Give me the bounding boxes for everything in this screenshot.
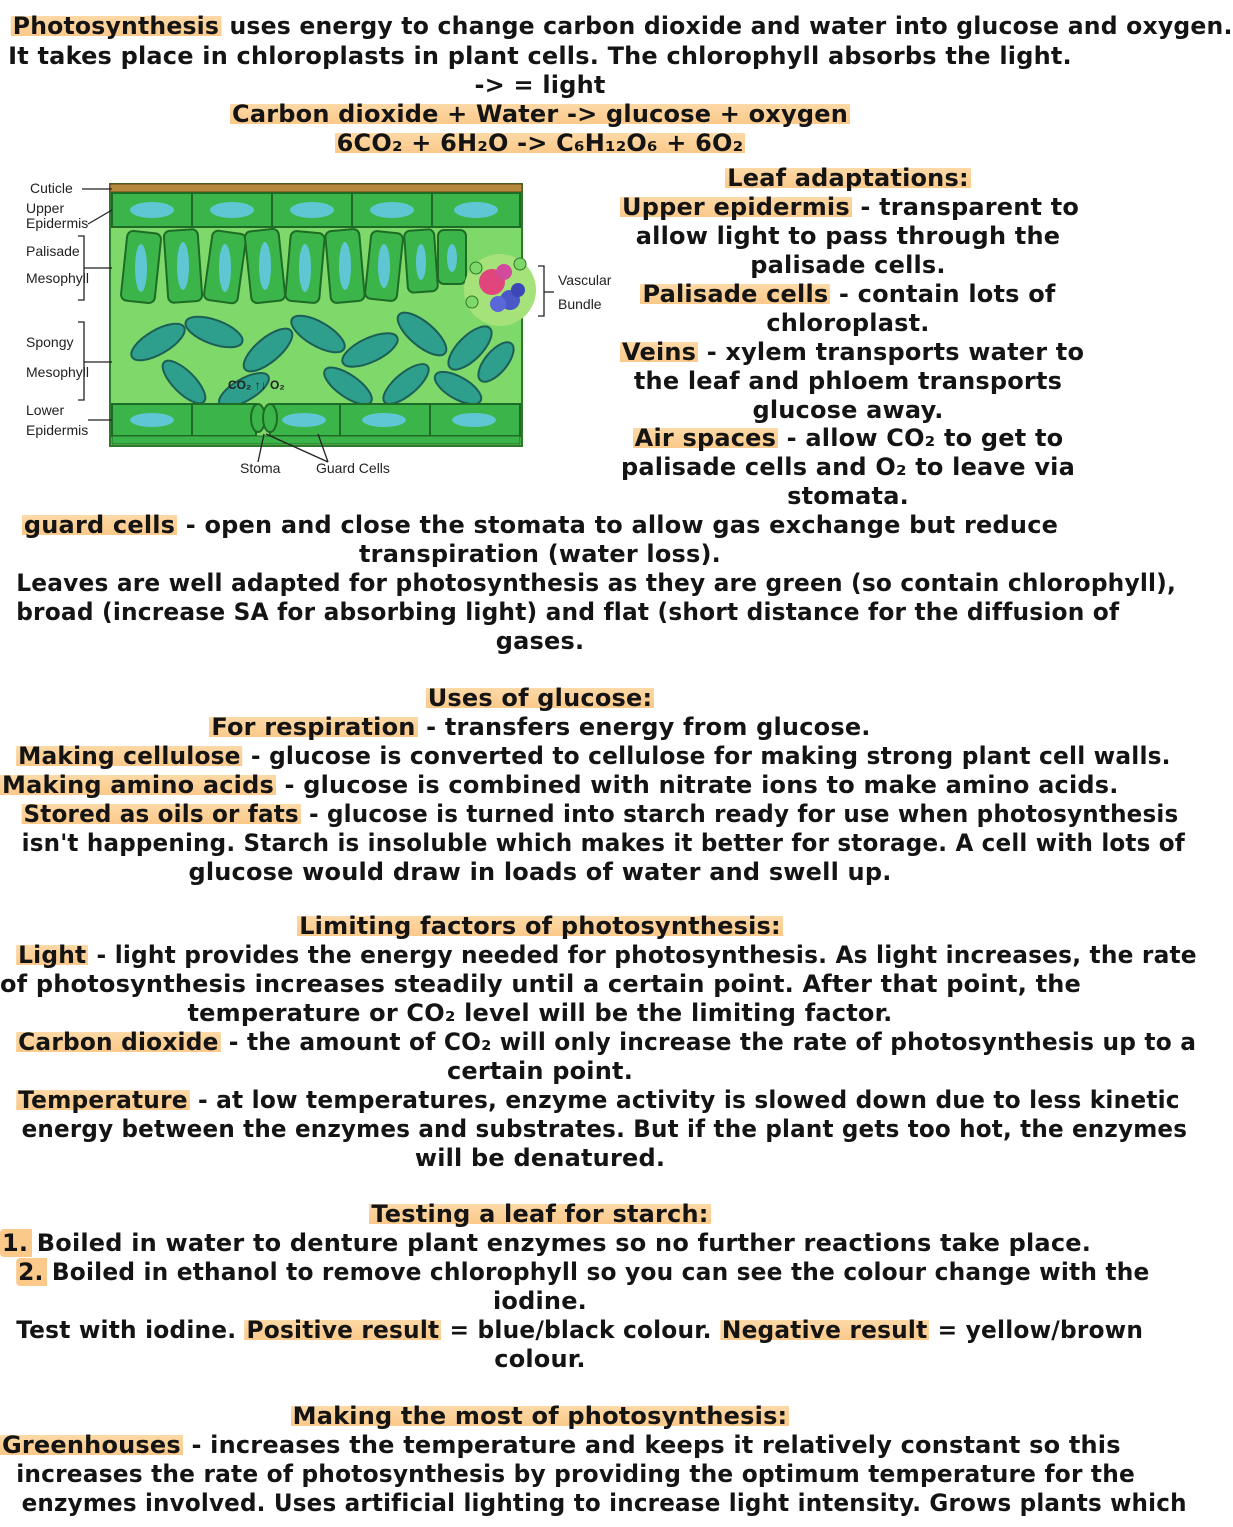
intro-line-2: It takes place in chloroplasts in plant cells. The chlorophyll absorbs the light. <box>8 42 1072 70</box>
vascular-bundle <box>464 254 536 326</box>
intro-line-1: Photosynthesis uses energy to change carbon dioxide and water into glucose and oxygen. <box>12 12 1233 40</box>
stored-line-1: Stored as oils or fats - glucose is turned into starch ready for use when photosynthesis <box>23 800 1179 828</box>
air-spaces-line-1: Air spaces - allow CO₂ to get to <box>634 424 1064 452</box>
guard-cells-line-1: guard cells - open and close the stomata to allow gas exchange but reduce <box>23 511 1059 539</box>
spongy-label-1: Spongy <box>26 334 74 350</box>
upper-epidermis-label-2: Epidermis <box>26 215 89 231</box>
lower-epidermis-label-1: Lower <box>26 402 65 418</box>
upper-epidermis-cells <box>112 193 520 227</box>
most-heading: Making the most of photosynthesis: <box>292 1402 788 1430</box>
upper-epidermis-line-3: palisade cells. <box>750 251 946 279</box>
starch-step-2: 2. Boiled in ethanol to remove chlorophyll so you can see the colour change with the <box>18 1258 1150 1286</box>
greenhouses-line-1: Greenhouses - increases the temperature and keeps it relatively constant so this <box>2 1431 1121 1459</box>
word-equation: Carbon dioxide + Water -> glucose + oxygen <box>232 100 848 128</box>
air-spaces-line-3: stomata. <box>787 482 909 510</box>
gas-exchange-label: CO₂ ↑↓ O₂ <box>228 378 285 392</box>
co2-line-1: Carbon dioxide - the amount of CO₂ will only increase the rate of photosynthesis up to a <box>18 1028 1197 1056</box>
greenhouses-line-3: enzymes involved. Uses artificial lighting to increase light intensity. Grows plants which <box>21 1489 1187 1517</box>
veins-line-2: the leaf and phloem transports <box>633 367 1063 395</box>
photosynthesis-term: Photosynthesis <box>12 12 220 40</box>
leaves-line-2: broad (increase SA for absorbing light) and flat (short distance for the diffusion of <box>16 598 1120 626</box>
cuticle-label: Cuticle <box>30 180 73 196</box>
guard-cells-line-2: transpiration (water loss). <box>359 540 721 568</box>
light-line-1: Light - light provides the energy needed for photosynthesis. As light increases, the rate <box>18 941 1197 969</box>
leaves-line-1: Leaves are well adapted for photosynthesis as they are green (so contain chlorophyll), <box>16 569 1177 597</box>
lower-epidermis-cells <box>112 404 520 444</box>
starch-step-2-line-2: iodine. <box>492 1287 587 1315</box>
upper-epidermis-line-1: Upper epidermis - transparent to <box>622 193 1080 221</box>
leaf-diagram-svg <box>18 172 628 482</box>
vascular-label-2: Bundle <box>558 296 602 312</box>
palisade-line-1: Palisade cells - contain lots of <box>642 280 1056 308</box>
guard-cells-label: Guard Cells <box>316 460 390 476</box>
leaves-line-3: gases. <box>495 627 585 655</box>
co2-line-2: certain point. <box>446 1057 634 1085</box>
leaf-adaptations-heading: Leaf adaptations: <box>727 164 969 192</box>
veins-line-1: Veins - xylem transports water to <box>622 338 1085 366</box>
palisade-cells <box>120 228 466 304</box>
stoma-label: Stoma <box>240 460 281 476</box>
iodine-line: Test with iodine. Positive result = blue/black colour. Negative result = yellow/brown <box>16 1316 1144 1344</box>
palisade-label-1: Palisade <box>26 243 80 259</box>
starch-step-1: 1. Boiled in water to denture plant enzymes so no further reactions take place. <box>2 1229 1092 1257</box>
colour-line: colour. <box>494 1345 586 1373</box>
symbol-equation: 6CO₂ + 6H₂O -> C₆H₁₂O₆ + 6O₂ <box>336 129 744 157</box>
upper-epidermis-label-1: Upper <box>26 200 65 216</box>
upper-epidermis-line-2: allow light to pass through the <box>635 222 1061 250</box>
temperature-line-3: will be denatured. <box>414 1144 666 1172</box>
veins-line-3: glucose away. <box>752 396 944 424</box>
limiting-heading: Limiting factors of photosynthesis: <box>299 912 781 940</box>
arrow-key: -> = light <box>474 71 606 99</box>
respiration-line: For respiration - transfers energy from glucose. <box>211 713 871 741</box>
temperature-line-1: Temperature - at low temperatures, enzyme activity is slowed down due to less kinetic <box>18 1086 1180 1114</box>
temperature-line-2: energy between the enzymes and substrates. But if the plant gets too hot, the enzymes <box>21 1115 1188 1143</box>
amino-acids-line: Making amino acids - glucose is combined with nitrate ions to make amino acids. <box>2 771 1119 799</box>
palisade-line-2: chloroplast. <box>766 309 930 337</box>
light-line-2: of photosynthesis increases steadily until a certain point. After that point, the <box>0 970 1082 998</box>
stored-line-3: glucose would draw in loads of water and swell up. <box>188 858 892 886</box>
guard-cells-shape <box>251 404 277 432</box>
greenhouses-line-2: increases the rate of photosynthesis by providing the optimum temperature for the <box>16 1460 1136 1488</box>
lower-epidermis-label-2: Epidermis <box>26 422 89 438</box>
leaf-cross-section-diagram <box>18 172 628 482</box>
glucose-heading: Uses of glucose: <box>427 684 653 712</box>
starch-heading: Testing a leaf for starch: <box>371 1200 709 1228</box>
palisade-label-2: Mesophyll <box>26 270 90 286</box>
spongy-label-2: Mesophyll <box>26 364 90 380</box>
stored-line-2: isn't happening. Starch is insoluble which makes it better for storage. A cell with lots of <box>21 829 1185 857</box>
cellulose-line: Making cellulose - glucose is converted to cellulose for making strong plant cell walls. <box>18 742 1171 770</box>
light-line-3: temperature or CO₂ level will be the limiting factor. <box>187 999 893 1027</box>
air-spaces-line-2: palisade cells and O₂ to leave via <box>621 453 1075 481</box>
vascular-label-1: Vascular <box>558 272 612 288</box>
